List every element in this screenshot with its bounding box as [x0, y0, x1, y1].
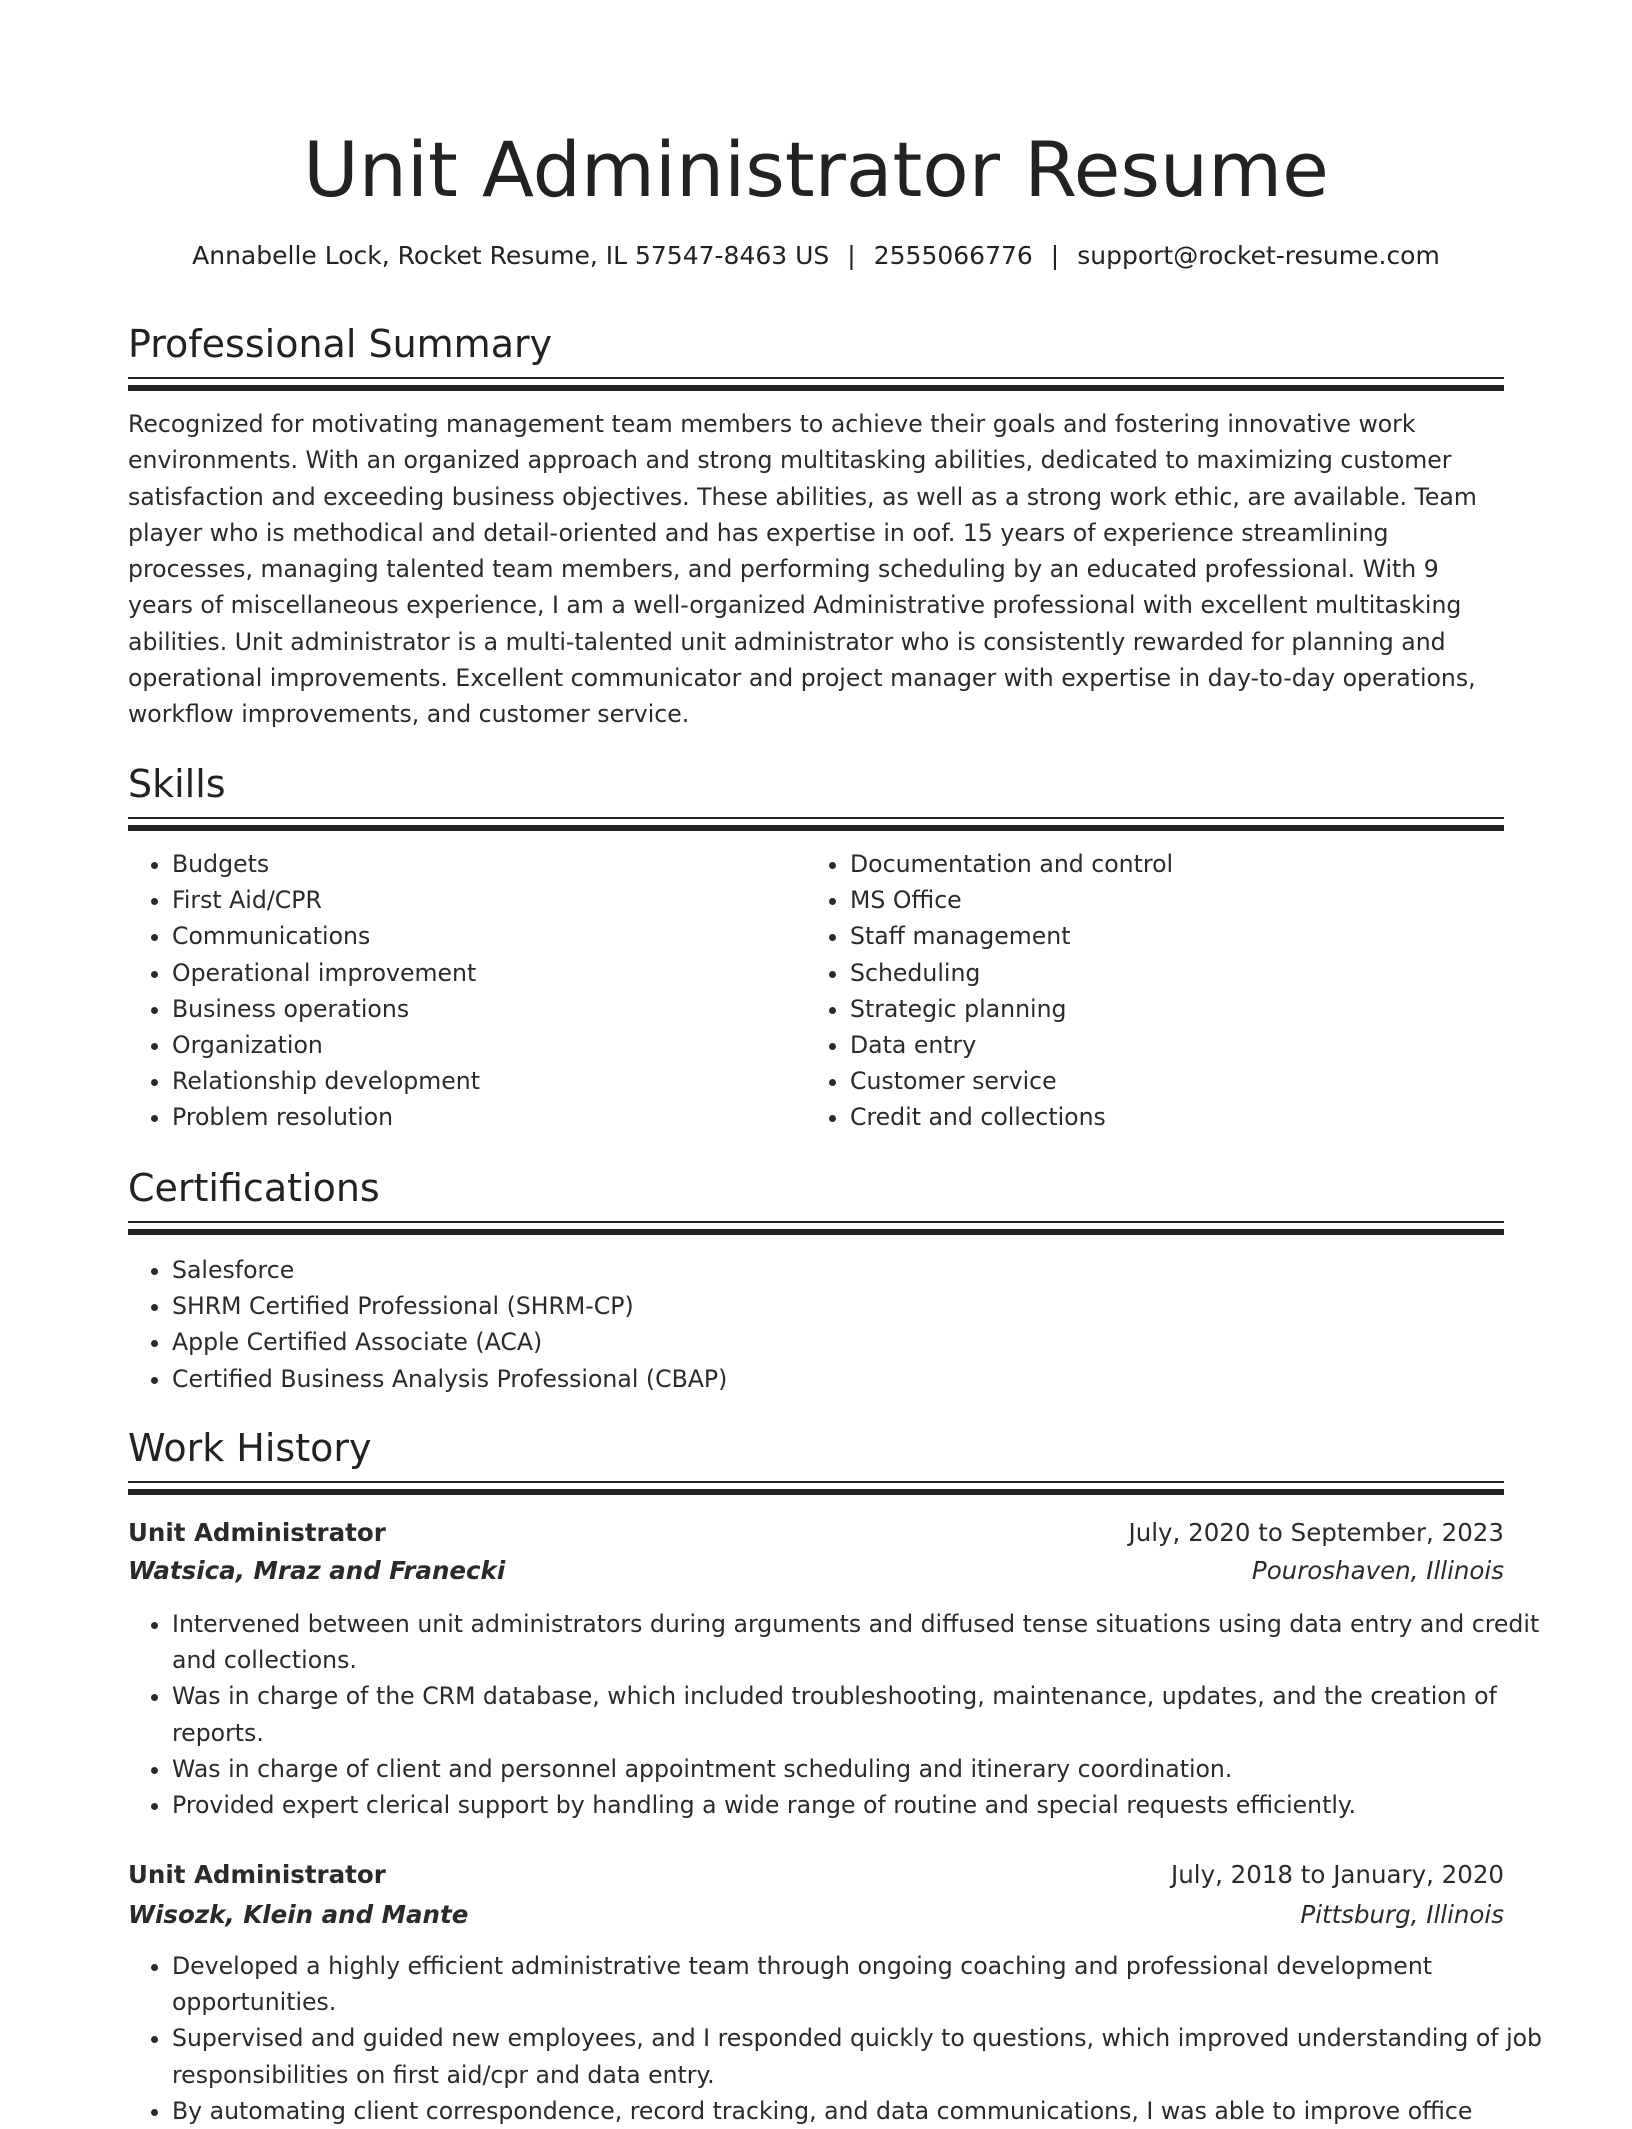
certification-item: • Salesforce [172, 1252, 1548, 1288]
skill-item: • Business operations [172, 991, 812, 1027]
section-divider [128, 1489, 1504, 1495]
skill-item: • Strategic planning [850, 991, 1490, 1027]
certification-item: • SHRM Certified Professional (SHRM-CP) [172, 1288, 1548, 1324]
section-divider [128, 1229, 1504, 1235]
job-dates: July, 2020 to September, 2023 [1128, 1518, 1504, 1547]
work-heading: Work History [128, 1426, 372, 1470]
section-divider [128, 385, 1504, 391]
job-subheader [128, 1552, 1504, 1590]
certifications-section-header [128, 1163, 1504, 1213]
certifications-list [128, 1252, 1548, 1397]
job-bullet: • Was in charge of the CRM database, which included troubleshooting, maintenance, updates, and the creation of reports. [172, 1678, 1548, 1750]
job-dates: July, 2018 to January, 2020 [1171, 1860, 1504, 1889]
job-location: Pittsburg, Illinois [1300, 1900, 1504, 1929]
summary-heading: Professional Summary [128, 322, 553, 366]
skill-item: • Documentation and control [850, 846, 1490, 882]
skill-item: • Operational improvement [172, 955, 812, 991]
job-subheader [128, 1896, 1504, 1934]
skill-item: • Credit and collections [850, 1099, 1490, 1135]
certification-item: • Apple Certified Associate (ACA) [172, 1324, 1548, 1360]
skill-item: • Organization [172, 1027, 812, 1063]
job-bullet: • Provided expert clerical support by handling a wide range of routine and special requests efficiently. [172, 1787, 1548, 1823]
section-divider [128, 817, 1504, 819]
job-bullets [128, 1606, 1548, 1823]
resume-title: Unit Administrator Resume [303, 125, 1329, 214]
section-divider [128, 1481, 1504, 1483]
job-bullets [128, 1948, 1548, 2129]
contact-phone: 2555066776 [873, 241, 1033, 270]
summary-text: Recognized for motivating management team members to achieve their goals and fostering innovative work environments. With an organized approach and strong multitasking abilities, dedicated to maximizing customer satisfaction and exceeding business objectives. These abilities, as well as a strong work ethic, are available. Team player who is methodical and detail-oriented and has expertise in oof. 15 years of experience streamlining processes, managing talented team members, and performing scheduling by an educated professional. With 9 years of miscellaneous experience, I am a well-organized Administrative professional with excellent multitasking abilities. Unit administrator is a multi-talented unit administrator who is consistently rewarded for planning and operational improvements. Excellent communicator and project manager with expertise in day-to-day operations, workflow improvements, and customer service. [128, 410, 1477, 729]
work-section-header [128, 1423, 1504, 1473]
job-company: Watsica, Mraz and Franecki [128, 1556, 506, 1585]
certifications-heading: Certifications [128, 1166, 380, 1210]
job-header [128, 1514, 1504, 1552]
skill-item: • Staff management [850, 918, 1490, 954]
job-company: Wisozk, Klein and Mante [128, 1900, 469, 1929]
job-bullet: • Was in charge of client and personnel appointment scheduling and itinerary coordination. [172, 1751, 1548, 1787]
skill-item: • Budgets [172, 846, 812, 882]
skills-section-header [128, 759, 1504, 809]
job-bullet: • Developed a highly efficient administrative team through ongoing coaching and professional development opportunities. [172, 1948, 1548, 2020]
skill-item: • Problem resolution [172, 1099, 812, 1135]
contact-line [128, 238, 1504, 274]
skill-item: • Scheduling [850, 955, 1490, 991]
skill-item: • Relationship development [172, 1063, 812, 1099]
contact-email[interactable]: support@rocket-resume.com [1077, 241, 1440, 270]
contact-address: Annabelle Lock, Rocket Resume, IL 57547-8463 US [192, 241, 830, 270]
contact-separator: | [1050, 241, 1060, 270]
skills-list-right [806, 846, 1490, 1136]
job-title: Unit Administrator [128, 1860, 386, 1889]
skill-item: • First Aid/CPR [172, 882, 812, 918]
section-divider [128, 825, 1504, 831]
job-bullet: • Intervened between unit administrators during arguments and diffused tense situations using data entry and credit and collections. [172, 1606, 1548, 1678]
skill-item: • Data entry [850, 1027, 1490, 1063]
job-title: Unit Administrator [128, 1518, 386, 1547]
skill-item: • MS Office [850, 882, 1490, 918]
certification-item: • Certified Business Analysis Professional (CBAP) [172, 1361, 1548, 1397]
job-location: Pouroshaven, Illinois [1251, 1556, 1504, 1585]
skill-item: • Customer service [850, 1063, 1490, 1099]
section-divider [128, 377, 1504, 379]
summary-section-header [128, 319, 1504, 369]
section-divider [128, 1221, 1504, 1223]
skills-list-left [128, 846, 812, 1136]
job-bullet: • By automating client correspondence, record tracking, and data communications, I was able to improve office [172, 2093, 1548, 2129]
skill-item: • Communications [172, 918, 812, 954]
job-bullet: • Supervised and guided new employees, and I responded quickly to questions, which improved understanding of job responsibilities on first aid/cpr and data entry. [172, 2020, 1548, 2092]
job-header [128, 1856, 1504, 1894]
contact-separator: | [847, 241, 856, 270]
skills-heading: Skills [128, 762, 226, 806]
